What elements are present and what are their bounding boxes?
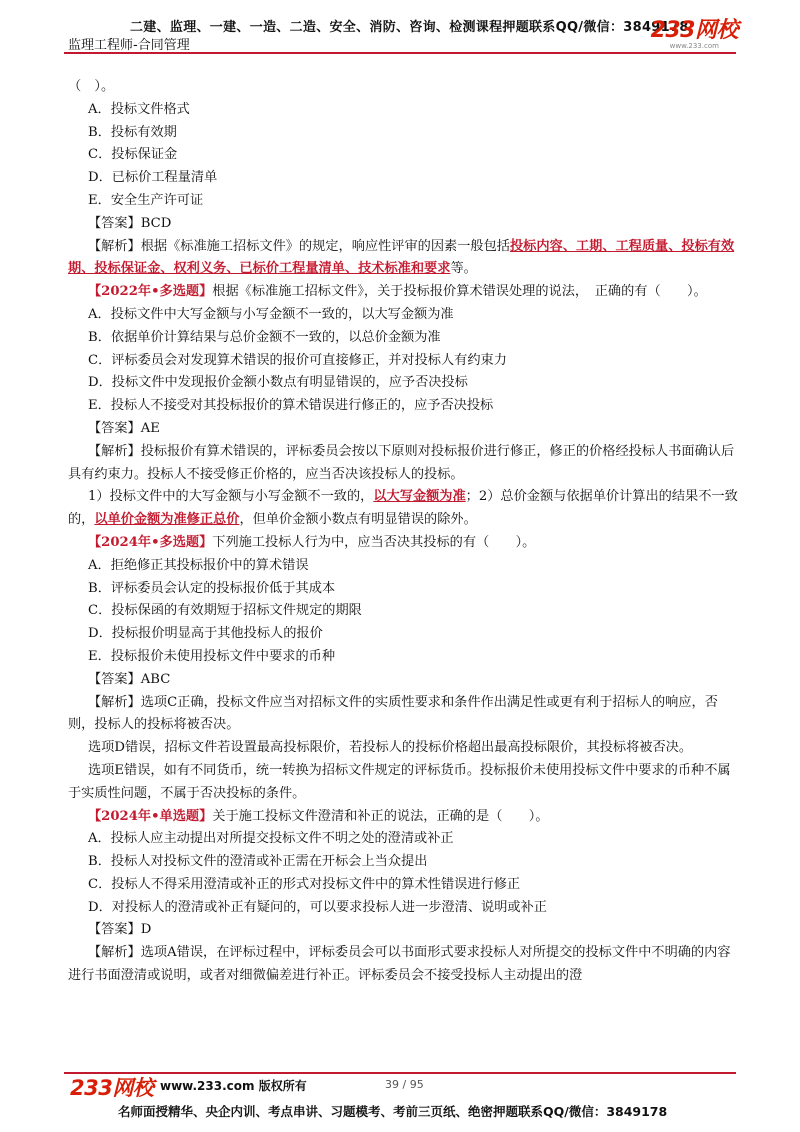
footer-copyright: www.233.com 版权所有 (160, 1079, 307, 1093)
highlight: 以单价金额为准修正总价 (94, 512, 240, 528)
answer: 【答案】D (88, 922, 152, 938)
explanation: 选项D错误，招标文件若设置最高投标限价，若投标人的投标价格超出最高投标限价，其投标将被否决。 (88, 740, 693, 756)
highlight: 投标内容、工期、工程质量、投标有效期、投标保证金、权利义务、已标价工程量清单、技术标准和要求 (68, 238, 735, 277)
explanation (68, 486, 740, 532)
question-2022 (68, 281, 740, 304)
explanation: 【解析】选项A错误，在评标过程中，评标委员会可以书面形式要求投标人对所提交的投标文件中不明确的内容进行书面澄清或说明，或者对细微偏差进行补正。评标委员会不接受投标人主动提出的澄 (68, 945, 731, 984)
question-tag: 【2024年•多选题】 (88, 534, 213, 550)
explanation (68, 236, 740, 282)
logo-text: 233网校 (650, 18, 738, 43)
explanation-text: 等。 (450, 261, 477, 277)
option-b: B．投标人对投标文件的澄清或补正需在开标会上当众提出 (88, 854, 428, 870)
answer: 【答案】AE (88, 420, 160, 436)
option-a: A．投标人应主动提出对所提交投标文件不明之处的澄清或补正 (88, 831, 454, 847)
option-b: B．依据单价计算结果与总价金额不一致的，以总价金额为准 (88, 329, 441, 345)
page-number: 39 / 95 (385, 1078, 424, 1091)
question-text: 根据《标准施工招标文件》，关于投标报价算术错误处理的说法， 正确的有（ ）。 (212, 284, 707, 300)
answer: 【答案】ABC (88, 671, 171, 687)
option-c: C．评标委员会对发现算术错误的报价可直接修正，并对投标人有约束力 (88, 352, 507, 368)
option-c: C．投标保证金 (88, 147, 178, 163)
option-b: B．投标有效期 (88, 124, 177, 140)
explanation: 【解析】选项C正确，投标文件应当对招标文件的实质性要求和条件作出满足性或更有利于招标人的响应，否则，投标人的投标将被否决。 (68, 694, 718, 733)
explanation-text: ；2）总价金额与依据单价计算出的结果不一致的， (68, 489, 738, 528)
option-d: D．投标文件中发现报价金额小数点有明显错误的，应予否决投标 (88, 375, 468, 391)
question-tag: 【2022年•多选题】 (88, 284, 213, 300)
option-b: B．评标委员会认定的投标报价低于其成本 (88, 580, 336, 596)
option-a: A．投标文件格式 (88, 101, 190, 117)
logo-url: www.233.com (669, 42, 719, 50)
question-tag: 【2024年•单选题】 (88, 808, 213, 824)
brand-logo (651, 20, 738, 50)
header-top-line: 二建、监理、一建、一造、二造、安全、消防、咨询、检测课程押题联系QQ/微信：3849178 (130, 20, 689, 35)
footer-rule (64, 1072, 736, 1074)
option-a: A．投标文件中大写金额与小写金额不一致的，以大写金额为准 (88, 306, 454, 322)
option-e: E．投标人不接受对其投标报价的算术错误进行修正的，应予否决投标 (88, 398, 494, 414)
question-text: 下列施工投标人行为中，应当否决其投标的有（ ）。 (212, 534, 536, 550)
option-d: D．投标报价明显高于其他投标人的报价 (88, 626, 323, 642)
option-c: C．投标人不得采用澄清或补正的形式对投标文件中的算术性错误进行修正 (88, 876, 521, 892)
explanation-text: 1）投标文件中的大写金额与小写金额不一致的， (88, 489, 374, 505)
option-d: D．已标价工程量清单 (88, 170, 218, 186)
explanation: 【解析】投标报价有算术错误的，评标委员会按以下原则对投标报价进行修正，修正的价格经投标人书面确认后具有约束力。投标人不接受修正价格的，应当否决该投标人的投标。 (68, 443, 735, 482)
question-text: 关于施工投标文件澄清和补正的说法，正确的是（ ）。 (212, 808, 549, 824)
option-e: E．投标报价未使用投标文件中要求的币种 (88, 648, 335, 664)
explanation-text: ，但单价金额小数点有明显错误的除外。 (239, 512, 477, 528)
footer-slogan: 名师面授精华、央企内训、考点串讲、习题模考、考前三页纸、绝密押题联系QQ/微信：3849178 (118, 1104, 668, 1119)
highlight: 以大写金额为准 (373, 489, 466, 505)
question-2024-multi (68, 532, 740, 555)
option-c: C．投标保函的有效期短于招标文件规定的期限 (88, 603, 362, 619)
text-line: （ ）。 (68, 79, 115, 94)
answer: 【答案】BCD (88, 215, 172, 231)
option-a: A．拒绝修正其投标报价中的算术错误 (88, 557, 309, 573)
document-body (68, 76, 740, 988)
option-d: D．对投标人的澄清或补正有疑问的，可以要求投标人进一步澄清、说明或补正 (88, 899, 547, 915)
option-e: E．安全生产许可证 (88, 192, 204, 208)
header-rule (64, 52, 736, 54)
explanation-text: 【解析】根据《标准施工招标文件》的规定，响应性评审的因素一般包括 (88, 238, 510, 254)
explanation: 选项E错误，如有不同货币，统一转换为招标文件规定的评标货币。投标报价未使用投标文件中要求的币种不属于实质性问题，不属于否决投标的条件。 (68, 762, 731, 801)
footer-logo: 233网校 (70, 1076, 154, 1100)
question-2024-single (68, 806, 740, 829)
header-subtitle: 监理工程师-合同管理 (68, 38, 190, 53)
